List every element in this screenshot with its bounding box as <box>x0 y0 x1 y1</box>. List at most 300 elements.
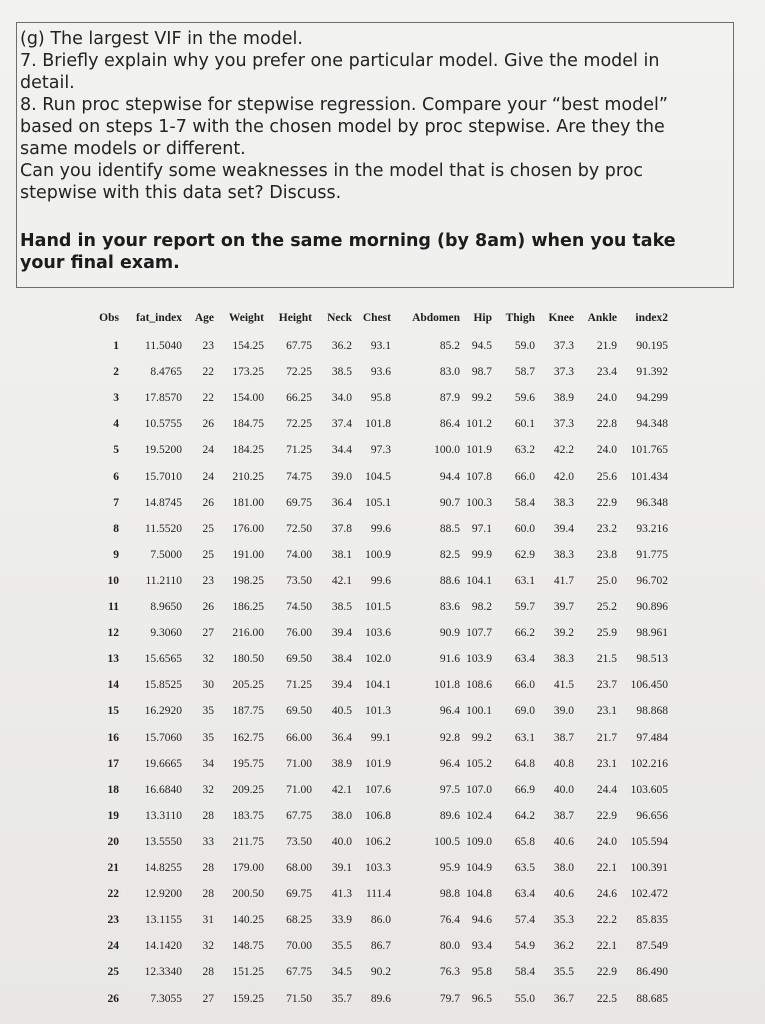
cell-age: 28 <box>202 862 214 874</box>
cell-ankle: 23.2 <box>596 522 617 535</box>
cell-neck: 42.1 <box>331 574 352 587</box>
instruction-line-7-cont: detail. <box>20 73 75 93</box>
cell-abdomen: 91.6 <box>439 653 460 666</box>
cell-knee: 39.2 <box>553 627 574 640</box>
cell-fat-index: 10.5755 <box>144 418 182 431</box>
cell-fat-index: 7.5000 <box>150 548 182 561</box>
cell-fat-index: 12.9200 <box>144 888 182 901</box>
cell-abdomen: 89.6 <box>439 809 460 822</box>
cell-thigh: 66.0 <box>514 679 535 692</box>
cell-height: 68.00 <box>286 862 312 874</box>
table-row <box>0 758 765 778</box>
cell-age: 32 <box>202 940 214 953</box>
cell-fat-index: 15.6565 <box>144 653 182 666</box>
cell-height: 74.50 <box>286 601 312 613</box>
cell-ankle: 23.4 <box>596 366 617 379</box>
cell-neck: 34.5 <box>331 966 352 979</box>
cell-knee: 35.5 <box>553 966 574 979</box>
cell-index2: 90.195 <box>636 340 668 352</box>
cell-abdomen: 98.8 <box>439 888 460 901</box>
cell-chest: 101.3 <box>365 705 391 718</box>
cell-obs: 25 <box>107 966 119 979</box>
table-row <box>0 940 765 960</box>
cell-abdomen: 83.6 <box>439 601 460 613</box>
cell-height: 71.25 <box>286 679 312 692</box>
cell-neck: 38.1 <box>331 548 352 561</box>
cell-obs: 6 <box>113 470 119 483</box>
cell-height: 71.00 <box>286 757 312 770</box>
cell-hip: 107.7 <box>466 627 492 640</box>
cell-knee: 41.7 <box>553 574 574 587</box>
cell-ankle: 21.5 <box>596 653 617 666</box>
cell-index2: 91.775 <box>636 548 668 561</box>
table-row <box>0 914 765 934</box>
cell-index2: 105.594 <box>630 835 668 848</box>
table-header <box>0 312 765 332</box>
cell-hip: 109.0 <box>466 835 492 848</box>
cell-height: 69.50 <box>286 653 312 666</box>
cell-weight: 183.75 <box>232 809 264 822</box>
cell-neck: 38.4 <box>331 653 352 666</box>
cell-index2: 94.299 <box>636 392 668 405</box>
cell-ankle: 21.7 <box>596 731 617 744</box>
cell-height: 68.25 <box>286 914 312 927</box>
cell-age: 28 <box>202 809 214 822</box>
cell-obs: 8 <box>113 522 119 535</box>
column-header-age: Age <box>194 312 214 324</box>
cell-thigh: 66.9 <box>514 783 535 796</box>
cell-hip: 99.2 <box>471 392 492 405</box>
cell-height: 71.00 <box>286 783 312 796</box>
cell-age: 26 <box>202 496 214 509</box>
cell-obs: 1 <box>113 340 119 352</box>
cell-neck: 39.1 <box>331 862 352 874</box>
cell-obs: 10 <box>107 574 119 587</box>
cell-neck: 35.7 <box>331 992 352 1005</box>
cell-chest: 89.6 <box>370 992 391 1005</box>
instruction-line-8-cont1: based on steps 1-7 with the chosen model by proc stepwise. Are they the <box>20 117 665 137</box>
cell-ankle: 24.0 <box>596 835 617 848</box>
cell-chest: 104.5 <box>365 470 391 483</box>
table-row <box>0 732 765 752</box>
cell-age: 26 <box>202 418 214 431</box>
instruction-line-7: 7. Briefly explain why you prefer one particular model. Give the model in <box>20 51 660 71</box>
cell-chest: 101.5 <box>365 601 391 613</box>
cell-hip: 99.2 <box>471 731 492 744</box>
cell-knee: 38.7 <box>553 809 574 822</box>
cell-ankle: 24.0 <box>596 392 617 405</box>
cell-ankle: 22.9 <box>596 496 617 509</box>
cell-chest: 102.0 <box>365 653 391 666</box>
cell-age: 32 <box>202 653 214 666</box>
cell-knee: 38.3 <box>553 548 574 561</box>
cell-index2: 96.702 <box>636 574 668 587</box>
cell-age: 34 <box>202 757 214 770</box>
cell-height: 74.75 <box>286 470 312 483</box>
cell-ankle: 23.1 <box>596 705 617 718</box>
cell-age: 25 <box>202 522 214 535</box>
cell-age: 27 <box>202 992 214 1005</box>
cell-ankle: 25.2 <box>596 601 617 613</box>
cell-ankle: 23.1 <box>596 757 617 770</box>
table-row <box>0 627 765 647</box>
cell-thigh: 59.0 <box>514 340 535 352</box>
cell-fat-index: 8.9650 <box>150 601 182 613</box>
cell-age: 28 <box>202 888 214 901</box>
cell-hip: 100.1 <box>466 705 492 718</box>
cell-thigh: 64.8 <box>514 757 535 770</box>
cell-ankle: 22.9 <box>596 966 617 979</box>
cell-age: 24 <box>202 444 214 457</box>
table-row <box>0 862 765 882</box>
cell-index2: 96.348 <box>636 496 668 509</box>
cell-index2: 88.685 <box>636 992 668 1005</box>
cell-height: 67.75 <box>286 809 312 822</box>
cell-weight: 162.75 <box>232 731 264 744</box>
cell-fat-index: 14.8255 <box>144 862 182 874</box>
cell-chest: 93.1 <box>370 340 391 352</box>
instruction-line-weakness-cont: stepwise with this data set? Discuss. <box>20 183 342 203</box>
cell-weight: 205.25 <box>232 679 264 692</box>
cell-fat-index: 19.5200 <box>144 444 182 457</box>
cell-fat-index: 15.7060 <box>144 731 182 744</box>
cell-thigh: 63.2 <box>514 444 535 457</box>
cell-neck: 36.4 <box>331 731 352 744</box>
cell-index2: 98.961 <box>636 627 668 640</box>
cell-fat-index: 15.8525 <box>144 679 182 692</box>
table-row <box>0 575 765 595</box>
cell-fat-index: 15.7010 <box>144 470 182 483</box>
cell-neck: 38.0 <box>331 809 352 822</box>
table-row <box>0 601 765 621</box>
cell-thigh: 64.2 <box>514 809 535 822</box>
cell-chest: 99.1 <box>370 731 391 744</box>
table-row <box>0 836 765 856</box>
column-header-neck: Neck <box>327 312 352 324</box>
cell-thigh: 58.7 <box>514 366 535 379</box>
cell-knee: 42.2 <box>553 444 574 457</box>
cell-weight: 180.50 <box>232 653 264 666</box>
cell-obs: 17 <box>107 757 119 770</box>
cell-chest: 86.0 <box>370 914 391 927</box>
column-header-knee: Knee <box>548 312 574 324</box>
cell-height: 76.00 <box>286 627 312 640</box>
cell-hip: 104.1 <box>466 574 492 587</box>
cell-thigh: 58.4 <box>514 496 535 509</box>
cell-abdomen: 97.5 <box>439 783 460 796</box>
cell-knee: 42.0 <box>553 470 574 483</box>
column-header-weight: Weight <box>228 312 264 324</box>
cell-height: 72.25 <box>286 418 312 431</box>
cell-obs: 4 <box>113 418 119 431</box>
cell-age: 31 <box>202 914 214 927</box>
column-header-ankle: Ankle <box>587 312 617 324</box>
cell-hip: 99.9 <box>471 548 492 561</box>
cell-height: 69.75 <box>286 888 312 901</box>
cell-height: 66.00 <box>286 731 312 744</box>
cell-obs: 16 <box>107 731 119 744</box>
cell-age: 35 <box>202 705 214 718</box>
cell-obs: 11 <box>108 601 119 613</box>
table-row <box>0 340 765 360</box>
cell-weight: 211.75 <box>232 835 264 848</box>
cell-index2: 93.216 <box>636 522 668 535</box>
cell-neck: 39.0 <box>331 470 352 483</box>
instruction-line-8: 8. Run proc stepwise for stepwise regression. Compare your “best model” <box>20 95 668 115</box>
cell-obs: 26 <box>107 992 119 1005</box>
cell-fat-index: 13.1155 <box>145 914 182 927</box>
cell-index2: 90.896 <box>636 601 668 613</box>
cell-height: 72.25 <box>286 366 312 379</box>
cell-knee: 37.3 <box>553 366 574 379</box>
due-notice-line1: Hand in your report on the same morning (by 8am) when you take <box>20 231 676 251</box>
cell-age: 23 <box>202 574 214 587</box>
cell-height: 72.50 <box>286 522 312 535</box>
cell-ankle: 22.8 <box>596 418 617 431</box>
cell-height: 69.75 <box>286 496 312 509</box>
cell-age: 27 <box>202 627 214 640</box>
cell-weight: 151.25 <box>232 966 264 979</box>
cell-hip: 108.6 <box>466 679 492 692</box>
cell-age: 30 <box>202 679 214 692</box>
cell-neck: 36.4 <box>331 496 352 509</box>
cell-index2: 85.835 <box>636 914 668 927</box>
cell-neck: 38.5 <box>331 366 352 379</box>
cell-fat-index: 7.3055 <box>150 992 182 1005</box>
cell-height: 74.00 <box>286 548 312 561</box>
cell-index2: 101.434 <box>630 470 668 483</box>
cell-neck: 35.5 <box>331 940 352 953</box>
cell-obs: 5 <box>113 444 119 457</box>
cell-knee: 40.6 <box>553 888 574 901</box>
cell-weight: 210.25 <box>232 470 264 483</box>
cell-ankle: 21.9 <box>596 340 617 352</box>
cell-fat-index: 11.5520 <box>145 522 182 535</box>
cell-thigh: 63.1 <box>514 731 535 744</box>
cell-fat-index: 11.2110 <box>145 574 182 587</box>
cell-thigh: 59.7 <box>514 601 535 613</box>
cell-abdomen: 86.4 <box>439 418 460 431</box>
cell-weight: 179.00 <box>232 862 264 874</box>
cell-index2: 101.765 <box>630 444 668 457</box>
cell-thigh: 59.6 <box>514 392 535 405</box>
cell-knee: 38.3 <box>553 653 574 666</box>
cell-weight: 198.25 <box>232 574 264 587</box>
cell-hip: 100.3 <box>466 496 492 509</box>
cell-height: 67.75 <box>286 966 312 979</box>
cell-abdomen: 92.8 <box>439 731 460 744</box>
cell-ankle: 22.1 <box>596 940 617 953</box>
cell-chest: 106.2 <box>365 835 391 848</box>
cell-chest: 99.6 <box>370 522 391 535</box>
cell-weight: 181.00 <box>232 496 264 509</box>
column-header-abdomen: Abdomen <box>412 312 460 324</box>
table-row <box>0 679 765 699</box>
cell-fat-index: 16.6840 <box>144 783 182 796</box>
cell-hip: 98.7 <box>471 366 492 379</box>
cell-knee: 36.7 <box>553 992 574 1005</box>
cell-neck: 34.4 <box>331 444 352 457</box>
cell-obs: 2 <box>113 366 119 379</box>
cell-thigh: 60.1 <box>514 418 535 431</box>
cell-index2: 87.549 <box>636 940 668 953</box>
cell-ankle: 25.9 <box>596 627 617 640</box>
column-header-chest: Chest <box>362 312 391 324</box>
cell-age: 23 <box>202 340 214 352</box>
cell-weight: 176.00 <box>232 522 264 535</box>
cell-neck: 38.5 <box>331 601 352 613</box>
cell-obs: 13 <box>107 653 119 666</box>
table-row <box>0 444 765 464</box>
cell-chest: 101.8 <box>365 418 391 431</box>
table-row <box>0 784 765 804</box>
cell-abdomen: 79.7 <box>439 992 460 1005</box>
cell-hip: 97.1 <box>471 522 492 535</box>
cell-hip: 107.8 <box>466 470 492 483</box>
cell-abdomen: 100.5 <box>434 835 460 848</box>
cell-weight: 216.00 <box>232 627 264 640</box>
cell-thigh: 63.1 <box>514 574 535 587</box>
cell-ankle: 25.0 <box>596 574 617 587</box>
cell-obs: 7 <box>113 496 119 509</box>
cell-height: 71.25 <box>286 444 312 457</box>
cell-weight: 159.25 <box>232 992 264 1005</box>
cell-age: 22 <box>202 366 214 379</box>
cell-weight: 195.75 <box>232 757 264 770</box>
cell-obs: 18 <box>107 783 119 796</box>
cell-hip: 102.4 <box>466 809 492 822</box>
cell-neck: 38.9 <box>331 757 352 770</box>
column-header-index2: index2 <box>635 312 668 324</box>
cell-knee: 38.9 <box>553 392 574 405</box>
cell-weight: 184.75 <box>232 418 264 431</box>
cell-neck: 34.0 <box>331 392 352 405</box>
cell-hip: 104.8 <box>466 888 492 901</box>
cell-knee: 35.3 <box>553 914 574 927</box>
cell-abdomen: 88.6 <box>439 574 460 587</box>
cell-weight: 200.50 <box>232 888 264 901</box>
table-row <box>0 888 765 908</box>
data-table <box>0 300 765 1024</box>
cell-weight: 184.25 <box>232 444 264 457</box>
cell-obs: 19 <box>107 809 119 822</box>
cell-weight: 154.00 <box>232 392 264 405</box>
cell-hip: 107.0 <box>466 783 492 796</box>
cell-thigh: 55.0 <box>514 992 535 1005</box>
cell-hip: 94.5 <box>471 340 492 352</box>
cell-knee: 40.0 <box>553 783 574 796</box>
cell-obs: 14 <box>107 679 119 692</box>
cell-abdomen: 100.0 <box>434 444 460 457</box>
cell-neck: 40.0 <box>331 835 352 848</box>
cell-index2: 97.484 <box>636 731 668 744</box>
cell-chest: 101.9 <box>365 757 391 770</box>
cell-ankle: 22.9 <box>596 809 617 822</box>
cell-hip: 101.9 <box>466 444 492 457</box>
cell-thigh: 66.0 <box>514 470 535 483</box>
cell-abdomen: 90.7 <box>439 496 460 509</box>
cell-chest: 86.7 <box>370 940 391 953</box>
cell-fat-index: 19.6665 <box>144 757 182 770</box>
cell-obs: 23 <box>107 914 119 927</box>
cell-fat-index: 13.3110 <box>145 809 182 822</box>
cell-knee: 38.7 <box>553 731 574 744</box>
cell-hip: 103.9 <box>466 653 492 666</box>
table-row <box>0 418 765 438</box>
cell-index2: 102.216 <box>630 757 668 770</box>
cell-thigh: 63.5 <box>514 862 535 874</box>
cell-index2: 98.513 <box>636 653 668 666</box>
table-row <box>0 966 765 986</box>
cell-age: 35 <box>202 731 214 744</box>
cell-index2: 102.472 <box>630 888 668 901</box>
cell-weight: 187.75 <box>232 705 264 718</box>
cell-ankle: 24.6 <box>596 888 617 901</box>
cell-chest: 100.9 <box>365 548 391 561</box>
cell-abdomen: 87.9 <box>439 392 460 405</box>
cell-index2: 106.450 <box>630 679 668 692</box>
instruction-line-8-cont2: same models or different. <box>20 139 246 159</box>
cell-knee: 38.0 <box>553 862 574 874</box>
cell-chest: 103.3 <box>365 862 391 874</box>
table-row <box>0 993 765 1013</box>
cell-neck: 37.8 <box>331 522 352 535</box>
cell-neck: 33.9 <box>331 914 352 927</box>
cell-hip: 94.6 <box>471 914 492 927</box>
cell-age: 24 <box>202 470 214 483</box>
column-header-obs: Obs <box>99 312 119 324</box>
cell-chest: 90.2 <box>370 966 391 979</box>
cell-index2: 96.656 <box>636 809 668 822</box>
cell-obs: 20 <box>107 835 119 848</box>
cell-fat-index: 14.8745 <box>144 496 182 509</box>
cell-abdomen: 101.8 <box>434 679 460 692</box>
cell-abdomen: 88.5 <box>439 522 460 535</box>
cell-thigh: 65.8 <box>514 835 535 848</box>
cell-index2: 98.868 <box>636 705 668 718</box>
cell-index2: 86.490 <box>636 966 668 979</box>
column-header-thigh: Thigh <box>505 312 535 324</box>
cell-chest: 93.6 <box>370 366 391 379</box>
cell-obs: 22 <box>107 888 119 901</box>
cell-chest: 106.8 <box>365 809 391 822</box>
cell-chest: 103.6 <box>365 627 391 640</box>
cell-height: 73.50 <box>286 574 312 587</box>
cell-chest: 95.8 <box>370 392 391 405</box>
table-row <box>0 653 765 673</box>
cell-chest: 111.4 <box>365 888 391 901</box>
cell-hip: 96.5 <box>471 992 492 1005</box>
cell-height: 70.00 <box>286 940 312 953</box>
table-row <box>0 392 765 412</box>
cell-index2: 91.392 <box>636 366 668 379</box>
cell-thigh: 58.4 <box>514 966 535 979</box>
cell-chest: 104.1 <box>365 679 391 692</box>
table-row <box>0 523 765 543</box>
cell-height: 67.75 <box>286 340 312 352</box>
cell-knee: 41.5 <box>553 679 574 692</box>
cell-index2: 100.391 <box>630 862 668 874</box>
cell-abdomen: 76.3 <box>439 966 460 979</box>
cell-fat-index: 14.1420 <box>144 940 182 953</box>
cell-weight: 140.25 <box>232 914 264 927</box>
cell-chest: 105.1 <box>365 496 391 509</box>
cell-age: 26 <box>202 601 214 613</box>
cell-abdomen: 85.2 <box>439 340 460 352</box>
cell-height: 66.25 <box>286 392 312 405</box>
cell-obs: 15 <box>107 705 119 718</box>
cell-age: 28 <box>202 966 214 979</box>
